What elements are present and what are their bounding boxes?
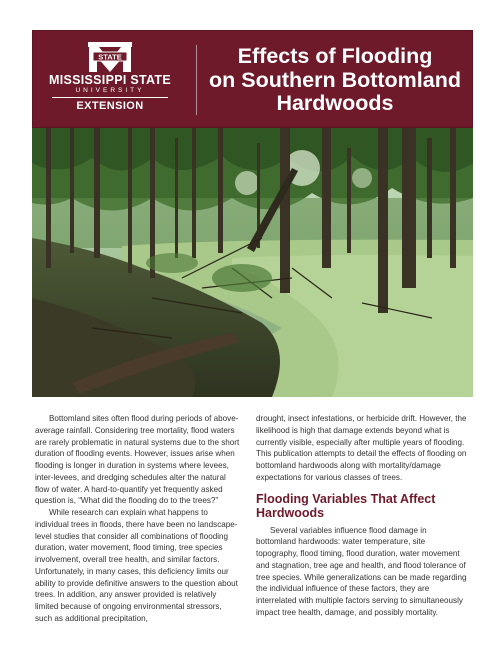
title-line: Effects of Flooding bbox=[237, 44, 433, 68]
body-paragraph: Several variables influence flood damage in bottomland hardwoods: water temperature, site topography, flood timing, flood duration, water movement and stagnation, tree age and health, and flood tolerance of tree species. While generalizations can be made regarding the individual influence of these factors, they are interrelated with multiple factors serving to simultaneously impact tree health, damage, and possibly mortality. bbox=[256, 525, 467, 617]
body-paragraph: Bottomland sites often flood during periods of above-average rainfall. Considering tree mortality, flood waters are rarely problematic in natural systems due to the short duration of flooding events. However, issues arise when flooding is longer in duration in systems where levees, inter-levees, and dredging schedules alter the natural flow of water. A hard-to-quantify yet frequently asked question is, “What did the flooding do to the trees?” bbox=[35, 414, 240, 506]
title-banner bbox=[32, 30, 473, 128]
logo-mark-text: STATE bbox=[98, 52, 122, 62]
logo-university-name: MISSISSIPPI STATE bbox=[48, 73, 172, 87]
document-title bbox=[201, 45, 469, 116]
msu-extension-logo bbox=[39, 41, 181, 121]
header-divider bbox=[196, 45, 197, 115]
flooded-forest-photo bbox=[32, 128, 473, 397]
section-heading: Flooding Variables That Affect Hardwoods bbox=[256, 491, 436, 520]
body-paragraph: drought, insect infestations, or herbicide drift. However, the likelihood is high that damage extends beyond what is currently visible, especially after multiple years of flooding. This publication attempts to detail the effects of flooding on bottomland hardwoods along with mortality/damage expectations for various classes of trees. bbox=[256, 414, 467, 482]
body-paragraph: While research can explain what happens to individual trees in floods, there have been no landscape-level studies that consider all combinations of flooding duration, water movement, flood timing, tree species involvement, overall tree health, and similar factors. Unfortunately, in many cases, this deficiency limits our ability to provide definitive answers to the question about trees. In addition, any answer provided is relatively limited because of ongoing environmental stressors, such as additional precipitation, bbox=[35, 508, 238, 623]
logo-university-word: UNIVERSITY bbox=[75, 87, 145, 94]
logo-extension-word: EXTENSION bbox=[76, 100, 144, 112]
title-line: on Southern Bottomland bbox=[209, 67, 461, 92]
body-column-left bbox=[35, 413, 240, 625]
forest-photo-icon bbox=[32, 128, 473, 397]
title-line: Hardwoods bbox=[276, 91, 394, 115]
body-column-right bbox=[256, 413, 468, 619]
logo-rule bbox=[52, 97, 168, 98]
msu-m-logo-icon bbox=[85, 41, 135, 73]
